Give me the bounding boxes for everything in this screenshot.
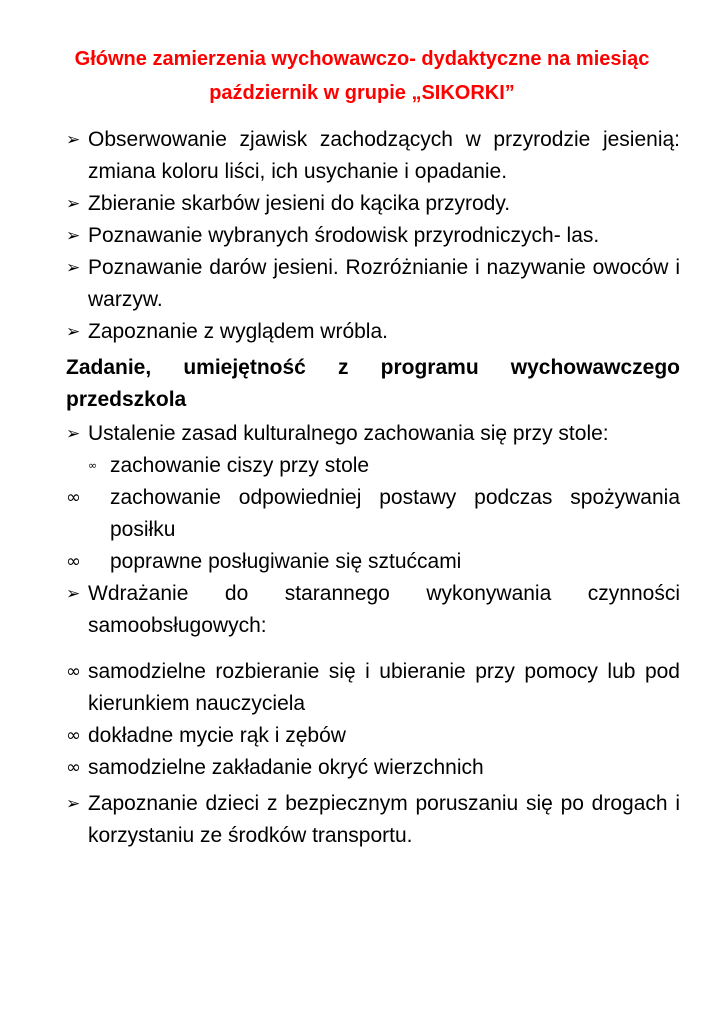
arrow-bullet-icon: ➢ (66, 584, 81, 604)
infinity-bullet-icon: ∞ (66, 725, 81, 746)
sub-list-item (66, 482, 680, 546)
sub-list-item (66, 546, 680, 578)
infinity-bullet-icon: ∞ (88, 459, 98, 472)
list-item-text: Poznawanie wybranych środowisk przyrodniczych- las. (88, 224, 600, 247)
title-line-1: Główne zamierzenia wychowawczo- dydaktyczne na miesiąc (74, 48, 650, 70)
sub-list-item-text: zachowanie ciszy przy stole (110, 454, 370, 477)
infinity-bullet-icon: ∞ (66, 661, 81, 682)
infinity-bullet-icon: ∞ (66, 487, 81, 508)
list-item (66, 578, 680, 642)
list-item (66, 220, 680, 252)
infinity-bullet-icon: ∞ (66, 757, 81, 778)
sub-list-item-text: poprawne posługiwanie się sztućcami (110, 550, 462, 573)
sub-list-item (66, 450, 680, 482)
document-body (66, 124, 680, 852)
sub-list-item-text: samodzielne zakładanie okryć wierzchnich (88, 756, 484, 779)
list-item-text: Poznawanie darów jesieni. Rozróżnianie i nazywanie owoców i warzyw. (88, 256, 680, 311)
title-line-2: październik w grupie „SIKORKI” (209, 82, 515, 104)
spacer (66, 642, 680, 656)
list-item (66, 252, 680, 316)
list-item (66, 418, 680, 450)
sub-list-item (66, 656, 680, 720)
sub-list-item-text: samodzielne rozbieranie się i ubieranie przy pomocy lub pod kierunkiem nauczyciela (88, 660, 680, 715)
arrow-bullet-icon: ➢ (66, 794, 81, 814)
sub-list-item-text: zachowanie odpowiedniej postawy podczas spożywania posiłku (110, 486, 680, 541)
sub-list-item (66, 752, 680, 784)
list-item-text: Obserwowanie zjawisk zachodzących w przyrodzie jesienią: zmiana koloru liści, ich usychanie i opadanie. (88, 128, 680, 183)
list-item-text: Ustalenie zasad kulturalnego zachowania się przy stole: (88, 422, 609, 445)
sub-list-item-text: dokładne mycie rąk i zębów (88, 724, 346, 747)
infinity-bullet-icon: ∞ (66, 551, 81, 572)
arrow-bullet-icon: ➢ (66, 130, 81, 150)
page-title (40, 42, 684, 110)
list-item-text: Zapoznanie dzieci z bezpiecznym poruszaniu się po drogach i korzystaniu ze środków transportu. (88, 792, 680, 847)
arrow-bullet-icon: ➢ (66, 194, 81, 214)
list-item (66, 188, 680, 220)
list-item (66, 316, 680, 348)
arrow-bullet-icon: ➢ (66, 424, 81, 444)
list-item-text: Wdrażanie do starannego wykonywania czynności samoobsługowych: (88, 582, 680, 637)
list-item (66, 788, 680, 852)
arrow-bullet-icon: ➢ (66, 258, 81, 278)
list-item-text: Zapoznanie z wyglądem wróbla. (88, 320, 388, 343)
sub-list-item (66, 720, 680, 752)
list-item-text: Zbieranie skarbów jesieni do kącika przyrody. (88, 192, 511, 215)
list-item (66, 124, 680, 188)
arrow-bullet-icon: ➢ (66, 322, 81, 342)
arrow-bullet-icon: ➢ (66, 226, 81, 246)
section-heading: Zadanie, umiejętność z programu wychowawczego przedszkola (66, 356, 680, 411)
